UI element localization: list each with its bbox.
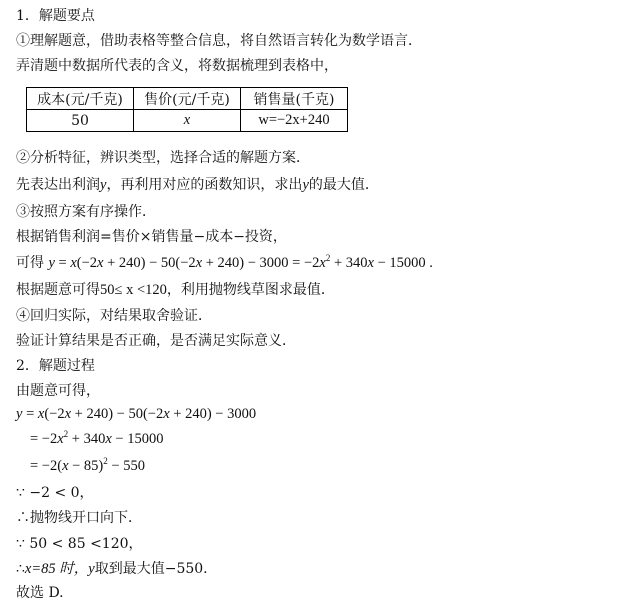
because-1: ∵ −2 < 0， [16,485,94,501]
heading-solution-process: 2．解题过程 [16,358,95,374]
table-header-volume: 销售量(千克) [241,88,348,110]
point-2-detail [16,176,379,194]
derive-line [16,254,433,272]
range-text-a: 根据题意可得 [16,282,100,298]
derive-prefix: 可得 [16,255,44,271]
answer: 故选 D. [16,585,64,601]
data-table [26,87,348,132]
var-y: y [100,177,107,193]
point-4-detail: 验证计算结果是否正确，是否满足实际意义． [16,333,296,349]
x-value: x=85 时， [24,561,89,577]
point-3: ③按照方案有序操作． [16,204,156,220]
because-2: ∵ 50 < 85 <120， [16,536,143,552]
table-row [27,110,348,132]
point-1: ①理解题意，借助表格等整合信息，将自然语言转化为数学语言． [16,33,422,49]
table-header-cost: 成本(元/千克) [27,88,134,110]
step-2: = $-2x^2 + 340x - 15000$ [30,429,164,447]
range-text-b: ，利用抛物线草图求最值． [166,282,335,298]
therefore-symbol: ∴ [16,561,25,577]
therefore-2 [16,560,208,578]
table-header-price: 售价(元/千克) [134,88,241,110]
range-line [16,281,335,299]
point-2-text-c: 的最大值． [308,177,379,193]
formula-words: 根据销售利润=售价×销售量−成本−投资， [16,229,287,245]
from-problem: 由题意可得， [16,383,100,399]
step-1: y = x(−2x + 240) − 50(−2x + 240) − 3000 [16,406,257,422]
therefore-1: ∴抛物线开口向下． [16,510,142,526]
point-2-text-b: ，再利用对应的函数知识，求出 [106,177,303,193]
derive-expression: $y = x(-2x + 240) - 50(-2x + 240) - 3000 = -2x^2 + 340x - 15000$ . [48,253,433,271]
var-y-3: y [88,561,95,577]
max-value: 取到最大值−550. [94,561,208,577]
step-3: = $-2(x - 85)^2 - 550$ [30,456,145,474]
heading-key-points: 1．解题要点 [16,8,95,24]
table-cell-price: x [134,110,241,132]
point-4: ④回归实际，对结果取舍验证． [16,308,212,324]
point-1-detail: 弄清题中数据所代表的含义，将数据梳理到表格中， [16,58,338,74]
point-2: ②分析特征，辨识类型，选择合适的解题方案． [16,150,310,166]
table-cell-cost: 50 [27,110,134,132]
point-2-text-a: 先表达出利润 [16,177,100,193]
var-y-2: y [302,177,309,193]
table-cell-volume: w=−2x+240 [241,110,348,132]
range-expression: 50≤ x <120 [100,282,167,298]
table-header-row [27,88,348,110]
